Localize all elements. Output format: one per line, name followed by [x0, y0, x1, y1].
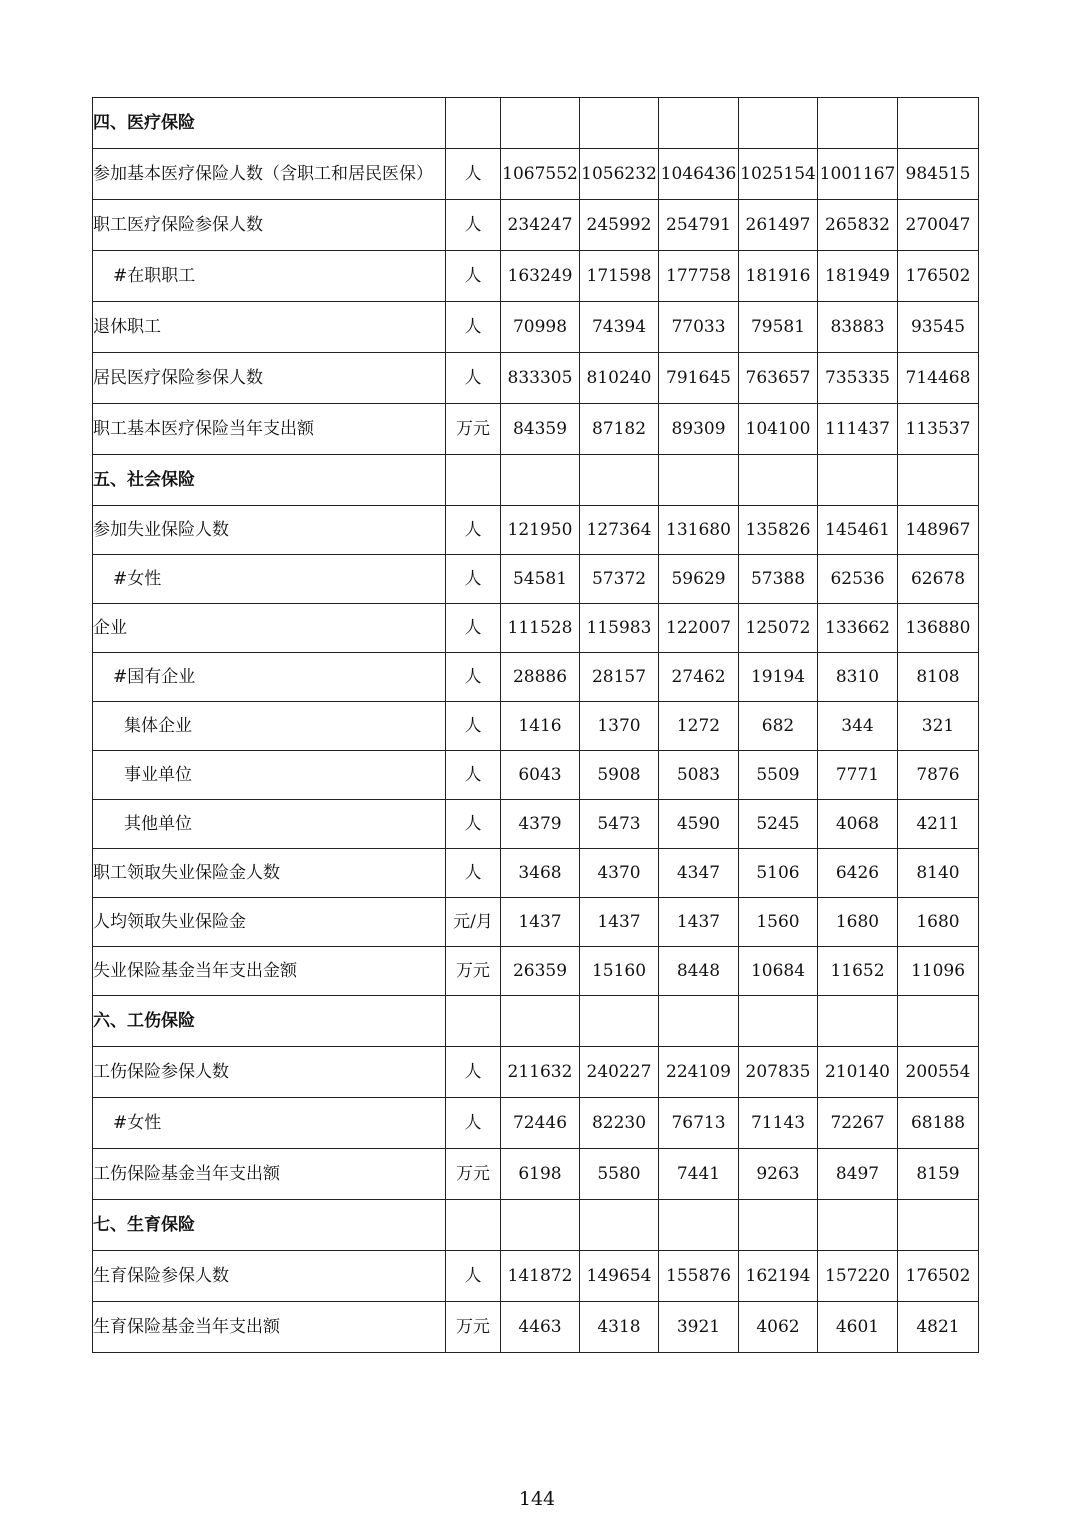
value-cell: 8310 — [818, 653, 898, 702]
value-cell: 54581 — [501, 555, 580, 604]
value-cell — [580, 455, 659, 506]
value-cell: 210140 — [818, 1047, 898, 1098]
value-cell: 149654 — [580, 1251, 659, 1302]
value-cell: 4370 — [580, 849, 659, 898]
value-cell: 1025154 — [739, 149, 818, 200]
value-cell: 11652 — [818, 947, 898, 996]
value-cell: 791645 — [659, 353, 739, 404]
value-cell: 4463 — [501, 1302, 580, 1353]
value-cell: 155876 — [659, 1251, 739, 1302]
row-label: 工伤保险参保人数 — [93, 1047, 446, 1098]
value-cell: 176502 — [898, 251, 979, 302]
value-cell: 6043 — [501, 751, 580, 800]
value-cell: 68188 — [898, 1098, 979, 1149]
row-label: 职工领取失业保险金人数 — [93, 849, 446, 898]
value-cell: 125072 — [739, 604, 818, 653]
row-label: 职工医疗保险参保人数 — [93, 200, 446, 251]
value-cell: 344 — [818, 702, 898, 751]
row-label: #女性 — [93, 555, 446, 604]
unit-cell — [446, 98, 501, 149]
value-cell: 181949 — [818, 251, 898, 302]
value-cell: 26359 — [501, 947, 580, 996]
value-cell: 763657 — [739, 353, 818, 404]
unit-cell: 人 — [446, 353, 501, 404]
statistics-table — [92, 97, 979, 1353]
value-cell: 71143 — [739, 1098, 818, 1149]
unit-cell: 万元 — [446, 1302, 501, 1353]
table-row — [93, 604, 979, 653]
value-cell: 8448 — [659, 947, 739, 996]
value-cell: 6198 — [501, 1149, 580, 1200]
value-cell: 1680 — [818, 898, 898, 947]
value-cell — [501, 996, 580, 1047]
table-row — [93, 702, 979, 751]
row-label: 生育保险参保人数 — [93, 1251, 446, 1302]
value-cell: 1680 — [898, 898, 979, 947]
unit-cell: 人 — [446, 800, 501, 849]
value-cell: 4062 — [739, 1302, 818, 1353]
value-cell: 5245 — [739, 800, 818, 849]
value-cell: 93545 — [898, 302, 979, 353]
value-cell: 1560 — [739, 898, 818, 947]
value-cell — [818, 455, 898, 506]
value-cell: 234247 — [501, 200, 580, 251]
unit-cell: 人 — [446, 1098, 501, 1149]
value-cell: 28157 — [580, 653, 659, 702]
value-cell: 1416 — [501, 702, 580, 751]
value-cell — [501, 455, 580, 506]
table-row — [93, 404, 979, 455]
unit-cell — [446, 996, 501, 1047]
value-cell: 1437 — [580, 898, 659, 947]
value-cell: 121950 — [501, 506, 580, 555]
table-row — [93, 555, 979, 604]
value-cell: 72267 — [818, 1098, 898, 1149]
value-cell: 8497 — [818, 1149, 898, 1200]
table-row — [93, 947, 979, 996]
value-cell — [818, 98, 898, 149]
table-row — [93, 1047, 979, 1098]
value-cell: 1046436 — [659, 149, 739, 200]
value-cell: 200554 — [898, 1047, 979, 1098]
value-cell: 4821 — [898, 1302, 979, 1353]
section-title: 五、社会保险 — [93, 455, 446, 506]
value-cell: 224109 — [659, 1047, 739, 1098]
table-row — [93, 302, 979, 353]
value-cell: 8159 — [898, 1149, 979, 1200]
table-row — [93, 653, 979, 702]
value-cell — [739, 996, 818, 1047]
value-cell: 62678 — [898, 555, 979, 604]
value-cell: 321 — [898, 702, 979, 751]
value-cell: 4601 — [818, 1302, 898, 1353]
table-body — [93, 98, 979, 1353]
unit-cell: 人 — [446, 849, 501, 898]
value-cell: 89309 — [659, 404, 739, 455]
unit-cell — [446, 1200, 501, 1251]
unit-cell — [446, 455, 501, 506]
value-cell: 7441 — [659, 1149, 739, 1200]
table-row — [93, 251, 979, 302]
value-cell: 270047 — [898, 200, 979, 251]
value-cell: 1067552 — [501, 149, 580, 200]
value-cell: 7876 — [898, 751, 979, 800]
value-cell: 83883 — [818, 302, 898, 353]
value-cell: 57388 — [739, 555, 818, 604]
value-cell: 11096 — [898, 947, 979, 996]
value-cell: 1001167 — [818, 149, 898, 200]
unit-cell: 人 — [446, 702, 501, 751]
value-cell: 5908 — [580, 751, 659, 800]
value-cell: 111437 — [818, 404, 898, 455]
row-label: 事业单位 — [93, 751, 446, 800]
table-row — [93, 1149, 979, 1200]
value-cell: 5106 — [739, 849, 818, 898]
table-row — [93, 751, 979, 800]
value-cell — [580, 996, 659, 1047]
value-cell: 15160 — [580, 947, 659, 996]
value-cell: 77033 — [659, 302, 739, 353]
value-cell: 148967 — [898, 506, 979, 555]
value-cell: 27462 — [659, 653, 739, 702]
value-cell: 3921 — [659, 1302, 739, 1353]
row-label: 人均领取失业保险金 — [93, 898, 446, 947]
value-cell: 104100 — [739, 404, 818, 455]
unit-cell: 人 — [446, 251, 501, 302]
table-row — [93, 200, 979, 251]
value-cell: 714468 — [898, 353, 979, 404]
row-label: #国有企业 — [93, 653, 446, 702]
value-cell: 19194 — [739, 653, 818, 702]
value-cell: 8140 — [898, 849, 979, 898]
value-cell — [818, 996, 898, 1047]
row-label: #在职职工 — [93, 251, 446, 302]
value-cell: 1272 — [659, 702, 739, 751]
value-cell: 1056232 — [580, 149, 659, 200]
value-cell: 5473 — [580, 800, 659, 849]
value-cell: 5509 — [739, 751, 818, 800]
value-cell: 72446 — [501, 1098, 580, 1149]
value-cell: 111528 — [501, 604, 580, 653]
value-cell: 122007 — [659, 604, 739, 653]
value-cell: 3468 — [501, 849, 580, 898]
table-row — [93, 1098, 979, 1149]
value-cell — [898, 996, 979, 1047]
unit-cell: 人 — [446, 751, 501, 800]
value-cell: 115983 — [580, 604, 659, 653]
value-cell: 5083 — [659, 751, 739, 800]
row-label: 其他单位 — [93, 800, 446, 849]
value-cell — [580, 1200, 659, 1251]
section-header-row — [93, 1200, 979, 1251]
value-cell — [818, 1200, 898, 1251]
page-number: 144 — [518, 1488, 556, 1510]
table-row — [93, 1302, 979, 1353]
value-cell — [659, 455, 739, 506]
value-cell: 1437 — [501, 898, 580, 947]
value-cell — [659, 1200, 739, 1251]
value-cell: 135826 — [739, 506, 818, 555]
row-label: 失业保险基金当年支出金额 — [93, 947, 446, 996]
value-cell: 57372 — [580, 555, 659, 604]
value-cell: 682 — [739, 702, 818, 751]
row-label: 退休职工 — [93, 302, 446, 353]
value-cell — [739, 455, 818, 506]
value-cell: 136880 — [898, 604, 979, 653]
row-label: 居民医疗保险参保人数 — [93, 353, 446, 404]
row-label: 生育保险基金当年支出额 — [93, 1302, 446, 1353]
value-cell: 984515 — [898, 149, 979, 200]
value-cell: 207835 — [739, 1047, 818, 1098]
unit-cell: 人 — [446, 1047, 501, 1098]
table-row — [93, 898, 979, 947]
value-cell: 10684 — [739, 947, 818, 996]
section-title: 四、医疗保险 — [93, 98, 446, 149]
value-cell — [659, 996, 739, 1047]
value-cell: 735335 — [818, 353, 898, 404]
value-cell: 84359 — [501, 404, 580, 455]
table-row — [93, 353, 979, 404]
value-cell: 245992 — [580, 200, 659, 251]
value-cell — [501, 98, 580, 149]
value-cell: 131680 — [659, 506, 739, 555]
section-title: 七、生育保险 — [93, 1200, 446, 1251]
unit-cell: 人 — [446, 555, 501, 604]
value-cell: 8108 — [898, 653, 979, 702]
section-header-row — [93, 98, 979, 149]
value-cell: 162194 — [739, 1251, 818, 1302]
value-cell: 240227 — [580, 1047, 659, 1098]
table-row — [93, 1251, 979, 1302]
section-header-row — [93, 455, 979, 506]
value-cell: 74394 — [580, 302, 659, 353]
value-cell: 833305 — [501, 353, 580, 404]
unit-cell: 元/月 — [446, 898, 501, 947]
row-label: 职工基本医疗保险当年支出额 — [93, 404, 446, 455]
table-row — [93, 149, 979, 200]
row-label: 参加基本医疗保险人数（含职工和居民医保） — [93, 149, 446, 200]
value-cell — [739, 98, 818, 149]
row-label: #女性 — [93, 1098, 446, 1149]
value-cell: 76713 — [659, 1098, 739, 1149]
value-cell: 4211 — [898, 800, 979, 849]
value-cell: 5580 — [580, 1149, 659, 1200]
unit-cell: 人 — [446, 506, 501, 555]
table-row — [93, 849, 979, 898]
value-cell: 7771 — [818, 751, 898, 800]
value-cell: 254791 — [659, 200, 739, 251]
table-row — [93, 506, 979, 555]
unit-cell: 人 — [446, 604, 501, 653]
section-title: 六、工伤保险 — [93, 996, 446, 1047]
value-cell — [501, 1200, 580, 1251]
value-cell: 59629 — [659, 555, 739, 604]
value-cell: 145461 — [818, 506, 898, 555]
value-cell: 4379 — [501, 800, 580, 849]
unit-cell: 人 — [446, 200, 501, 251]
value-cell: 265832 — [818, 200, 898, 251]
value-cell: 9263 — [739, 1149, 818, 1200]
value-cell: 261497 — [739, 200, 818, 251]
value-cell: 62536 — [818, 555, 898, 604]
section-header-row — [93, 996, 979, 1047]
value-cell: 70998 — [501, 302, 580, 353]
unit-cell: 人 — [446, 653, 501, 702]
value-cell: 177758 — [659, 251, 739, 302]
value-cell: 4590 — [659, 800, 739, 849]
value-cell: 127364 — [580, 506, 659, 555]
value-cell: 82230 — [580, 1098, 659, 1149]
table-row — [93, 800, 979, 849]
row-label: 企业 — [93, 604, 446, 653]
value-cell: 211632 — [501, 1047, 580, 1098]
value-cell: 171598 — [580, 251, 659, 302]
value-cell: 79581 — [739, 302, 818, 353]
row-label: 工伤保险基金当年支出额 — [93, 1149, 446, 1200]
unit-cell: 万元 — [446, 404, 501, 455]
value-cell: 181916 — [739, 251, 818, 302]
value-cell: 810240 — [580, 353, 659, 404]
value-cell: 113537 — [898, 404, 979, 455]
value-cell: 1370 — [580, 702, 659, 751]
value-cell — [659, 98, 739, 149]
row-label: 参加失业保险人数 — [93, 506, 446, 555]
value-cell: 6426 — [818, 849, 898, 898]
value-cell: 133662 — [818, 604, 898, 653]
unit-cell: 万元 — [446, 1149, 501, 1200]
value-cell: 4347 — [659, 849, 739, 898]
value-cell: 1437 — [659, 898, 739, 947]
value-cell — [898, 98, 979, 149]
row-label: 集体企业 — [93, 702, 446, 751]
value-cell — [739, 1200, 818, 1251]
value-cell: 28886 — [501, 653, 580, 702]
unit-cell: 人 — [446, 302, 501, 353]
value-cell: 87182 — [580, 404, 659, 455]
unit-cell: 人 — [446, 1251, 501, 1302]
value-cell — [580, 98, 659, 149]
value-cell: 4068 — [818, 800, 898, 849]
value-cell — [898, 455, 979, 506]
value-cell: 157220 — [818, 1251, 898, 1302]
value-cell: 163249 — [501, 251, 580, 302]
unit-cell: 人 — [446, 149, 501, 200]
unit-cell: 万元 — [446, 947, 501, 996]
value-cell — [898, 1200, 979, 1251]
value-cell: 141872 — [501, 1251, 580, 1302]
value-cell: 4318 — [580, 1302, 659, 1353]
value-cell: 176502 — [898, 1251, 979, 1302]
